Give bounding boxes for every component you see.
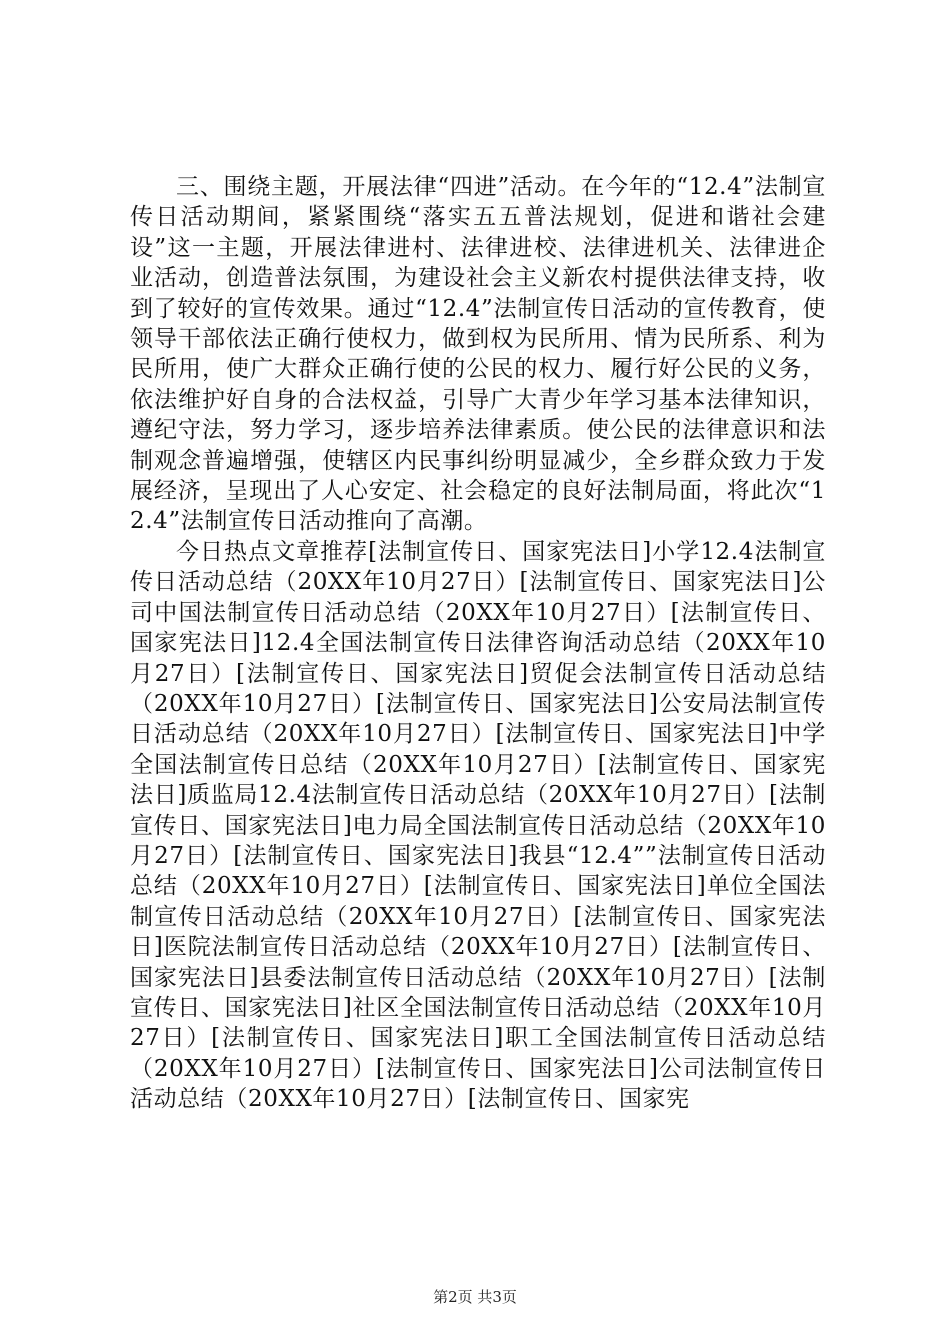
document-body <box>130 172 826 1115</box>
paragraph-legal-campaign: 三、围绕主题，开展法律“四进”活动。在今年的“12.4”法制宣传日活动期间，紧紧围绕“落实五五普法规划，促进和谐社会建设”这一主题，开展法律进村、法律进校、法律进机关、法律进企业活动，创造普法氛围，为建设社会主义新农村提供法律支持，收到了较好的宣传效果。通过“12.4”法制宣传日活动的宣传教育，使领导干部依法正确行使权力，做到权为民所用、情为民所系、利为民所用，使广大群众正确行使的公民的权力、履行好公民的义务，依法维护好自身的合法权益，引导广大青少年学习基本法律知识，遵纪守法，努力学习，逐步培养法律素质。使公民的法律意识和法制观念普遍增强，使辖区内民事纠纷明显减少，全乡群众致力于发展经济，呈现出了人心安定、社会稳定的良好法制局面，将此次“12.4”法制宣传日活动推向了高潮。 <box>130 174 826 535</box>
paragraph-recommended-articles: 今日热点文章推荐[法制宣传日、国家宪法日]小学12.4法制宣传日活动总结（20XX年10月27日）[法制宣传日、国家宪法日]公司中国法制宣传日活动总结（20XX年10月27日）[法制宣传日、国家宪法日]12.4全国法制宣传日法律咨询活动总结（20XX年10月27日）[法制宣传日、国家宪法日]贸促会法制宣传日活动总结（20XX年10月27日）[法制宣传日、国家宪法日]公安局法制宣传日活动总结（20XX年10月27日）[法制宣传日、国家宪法日]中学全国法制宣传日总结（20XX年10月27日）[法制宣传日、国家宪法日]质监局12.4法制宣传日活动总结（20XX年10月27日）[法制宣传日、国家宪法日]电力局全国法制宣传日活动总结（20XX年10月27日）[法制宣传日、国家宪法日]我县“12.4””法制宣传日活动总结（20XX年10月27日）[法制宣传日、国家宪法日]单位全国法制宣传日活动总结（20XX年10月27日）[法制宣传日、国家宪法日]医院法制宣传日活动总结（20XX年10月27日）[法制宣传日、国家宪法日]县委法制宣传日活动总结（20XX年10月27日）[法制宣传日、国家宪法日]社区全国法制宣传日活动总结（20XX年10月27日）[法制宣传日、国家宪法日]职工全国法制宣传日活动总结（20XX年10月27日）[法制宣传日、国家宪法日]公司法制宣传日活动总结（20XX年10月27日）[法制宣传日、国家宪 <box>130 538 826 1113</box>
page-number-footer: 第2页 共3页 <box>433 1288 517 1306</box>
